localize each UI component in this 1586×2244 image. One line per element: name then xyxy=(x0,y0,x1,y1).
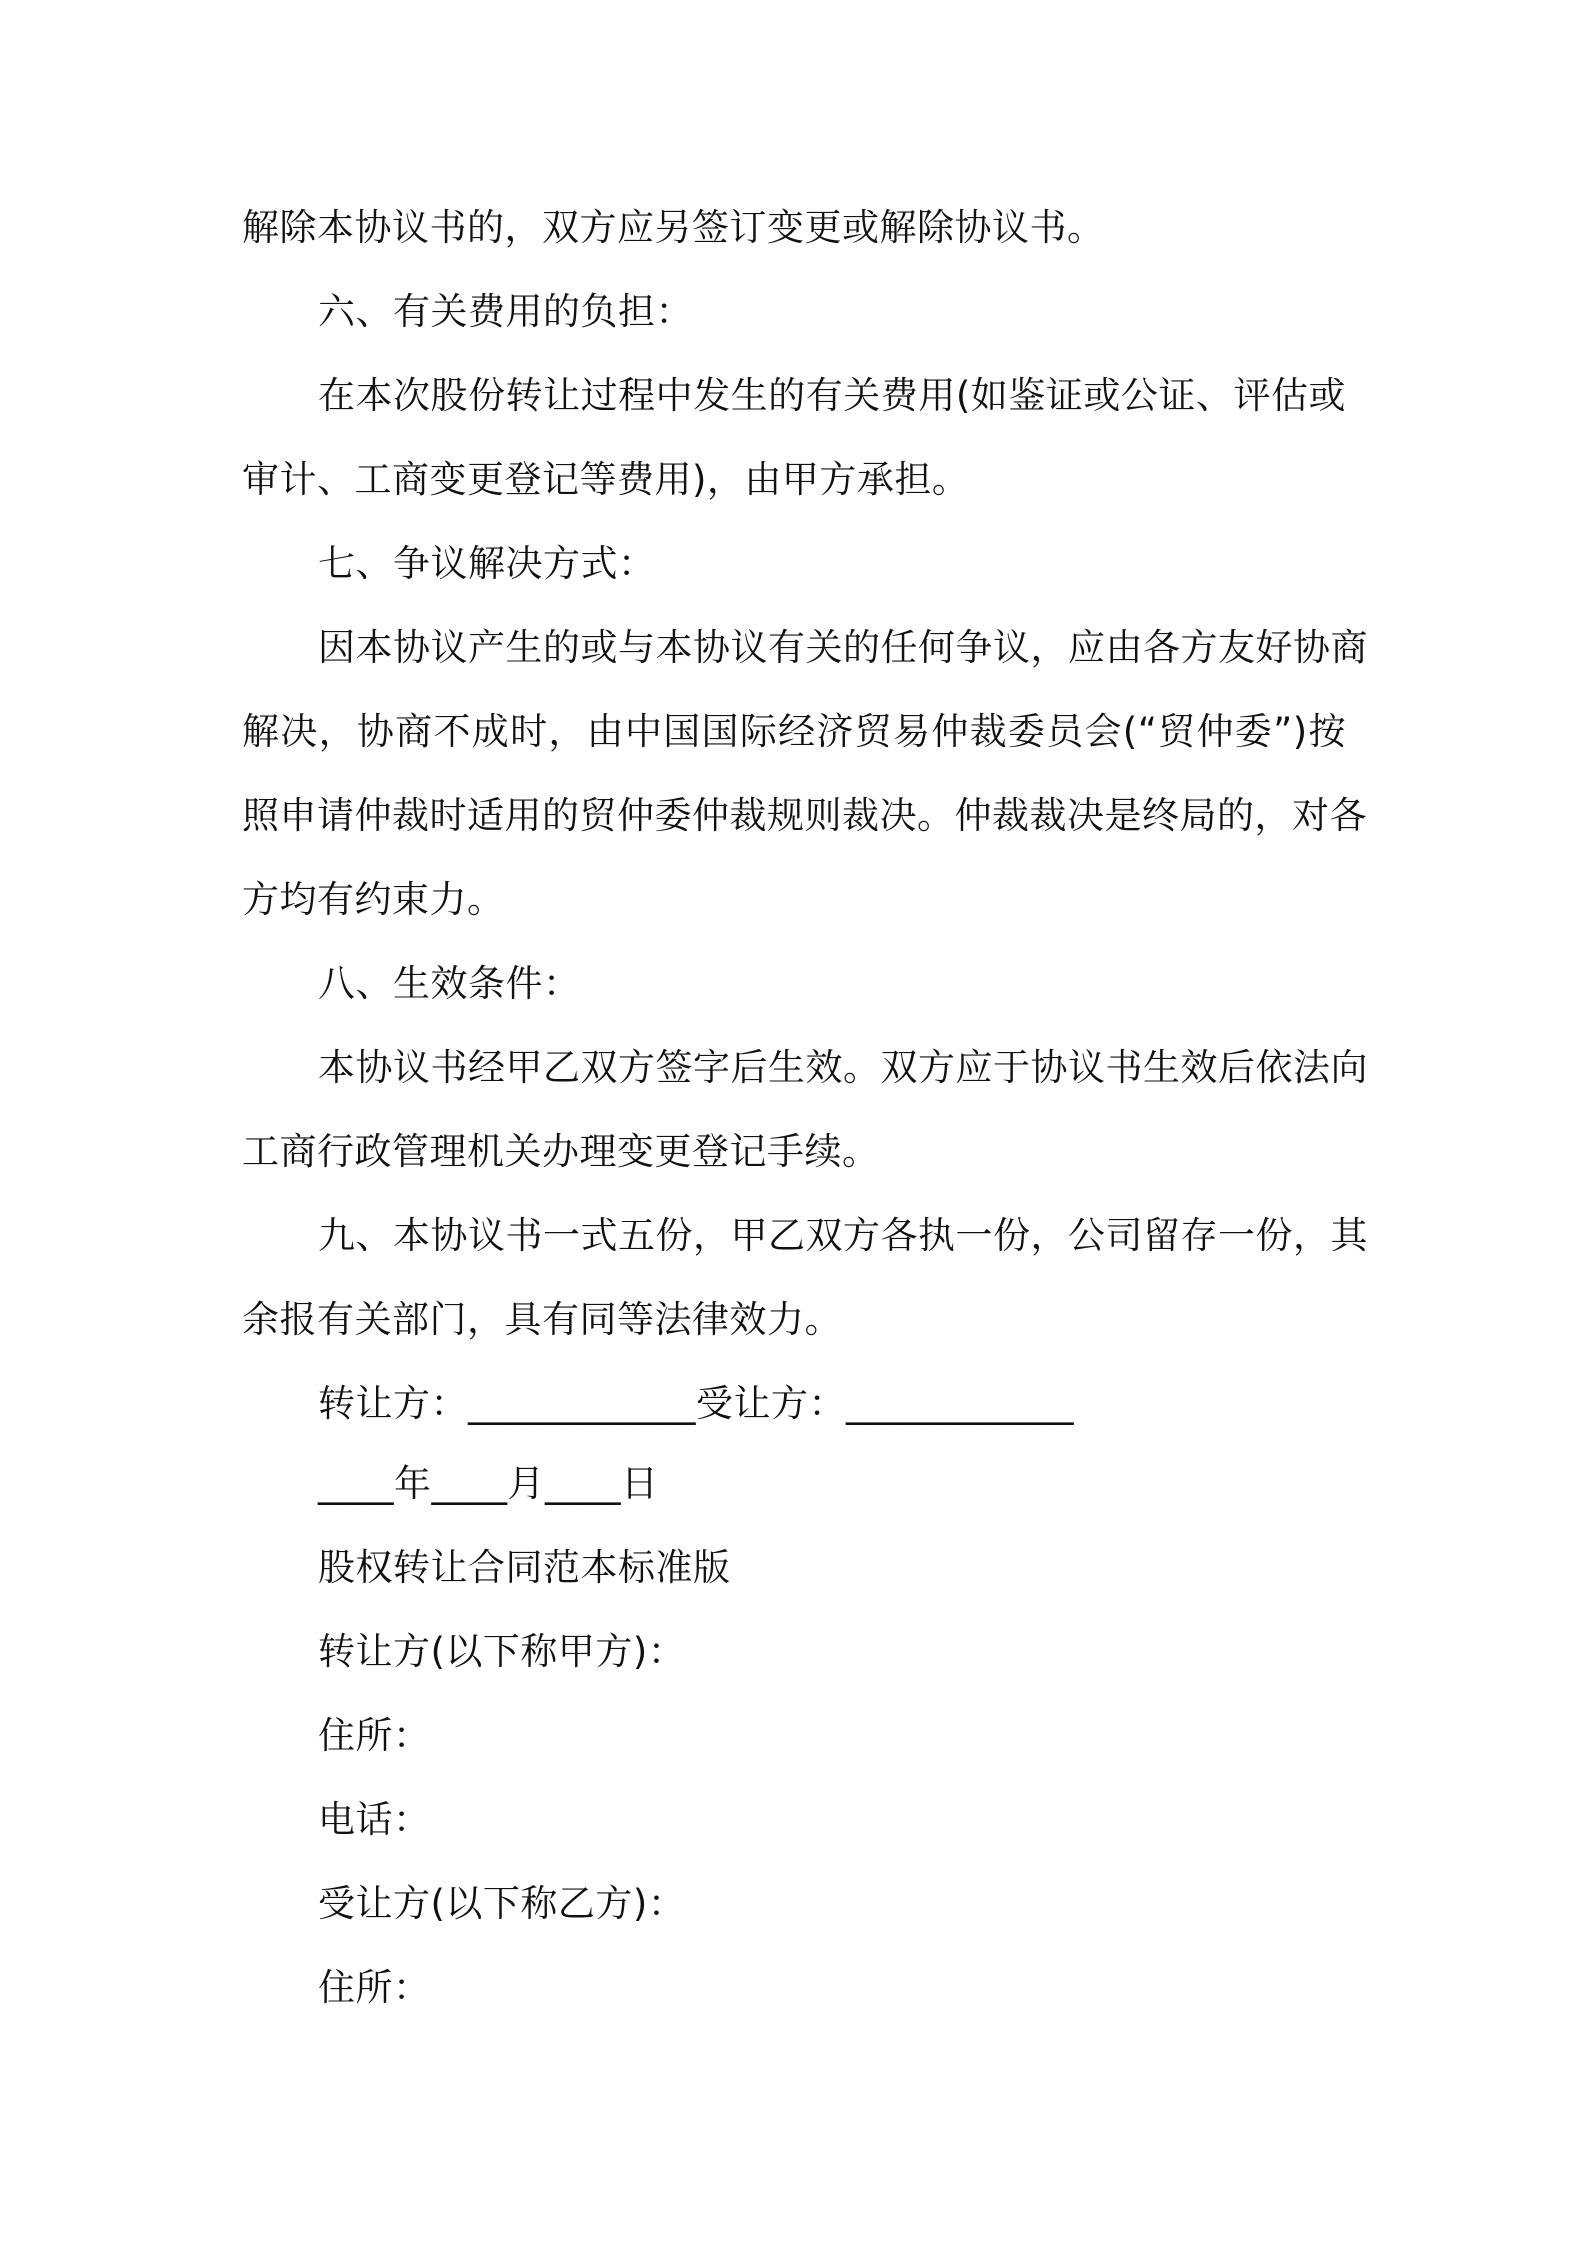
paragraph-line xyxy=(0,619,1586,677)
line-text: 照申请仲裁时适用的贸仲委仲裁规则裁决。仲裁裁决是终局的，对各 xyxy=(242,794,1367,837)
paragraph-line xyxy=(0,1291,1586,1349)
paragraph-line xyxy=(0,787,1586,845)
paragraph-line xyxy=(0,1123,1586,1181)
party-a-label xyxy=(0,1623,1586,1681)
paragraph-line xyxy=(0,451,1586,509)
line-text: ____年____月____日 xyxy=(318,1462,659,1505)
paragraph-line xyxy=(0,1039,1586,1097)
paragraph-line xyxy=(0,1207,1586,1265)
paragraph-line xyxy=(0,367,1586,425)
line-text: 解除本协议书的，双方应另签订变更或解除协议书。 xyxy=(242,206,1105,249)
section-heading-fees xyxy=(0,283,1586,341)
line-text: 转让方(以下称甲方)： xyxy=(318,1630,686,1673)
date-line xyxy=(0,1455,1586,1513)
signature-line xyxy=(0,1375,1586,1433)
paragraph-line xyxy=(0,703,1586,761)
line-text: 解决，协商不成时，由中国国际经济贸易仲裁委员会(“贸仲委”)按 xyxy=(242,710,1346,753)
line-text: 本协议书经甲乙双方签字后生效。双方应于协议书生效后依法向 xyxy=(318,1046,1368,1089)
address-label xyxy=(0,1959,1586,2017)
line-text: 住所： xyxy=(318,1714,431,1757)
paragraph-line xyxy=(0,871,1586,929)
line-text: 住所： xyxy=(318,1966,431,2009)
party-b-label xyxy=(0,1875,1586,1933)
line-text: 七、争议解决方式： xyxy=(318,542,656,585)
line-text: 方均有约束力。 xyxy=(242,878,505,921)
line-text: 电话： xyxy=(318,1798,431,1841)
section-heading-dispute xyxy=(0,535,1586,593)
section-heading-effect xyxy=(0,955,1586,1013)
paragraph-line xyxy=(0,199,1586,257)
line-text: 工商行政管理机关办理变更登记手续。 xyxy=(242,1130,880,1173)
line-text: 转让方：____________受让方：____________ xyxy=(318,1382,1074,1425)
line-text: 余报有关部门，具有同等法律效力。 xyxy=(242,1298,842,1341)
address-label xyxy=(0,1707,1586,1765)
line-text: 审计、工商变更登记等费用)，由甲方承担。 xyxy=(242,458,970,501)
line-text: 股权转让合同范本标准版 xyxy=(318,1546,731,1589)
line-text: 八、生效条件： xyxy=(318,962,581,1005)
line-text: 受让方(以下称乙方)： xyxy=(318,1882,686,1925)
line-text: 在本次股份转让过程中发生的有关费用(如鉴证或公证、评估或 xyxy=(318,374,1346,417)
line-text: 六、有关费用的负担： xyxy=(318,290,693,333)
line-text: 九、本协议书一式五份，甲乙双方各执一份，公司留存一份，其 xyxy=(318,1214,1368,1257)
line-text: 因本协议产生的或与本协议有关的任何争议，应由各方友好协商 xyxy=(318,626,1368,669)
phone-label xyxy=(0,1791,1586,1849)
contract-title xyxy=(0,1539,1586,1597)
